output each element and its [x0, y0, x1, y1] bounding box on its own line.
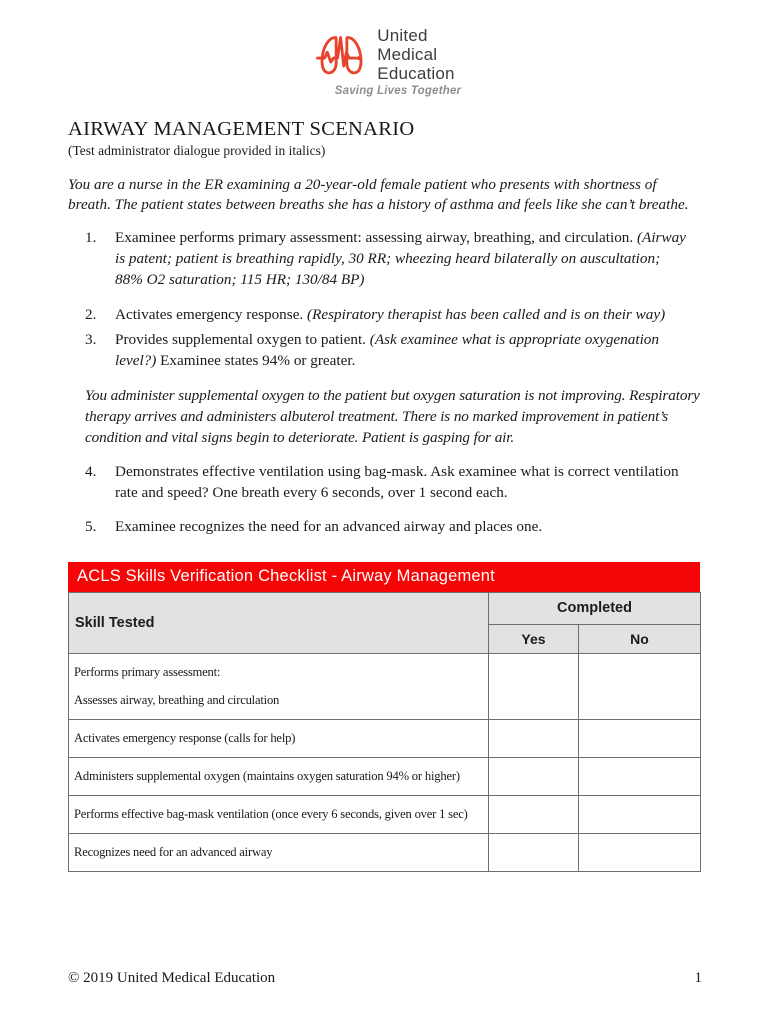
checklist-table [68, 592, 701, 872]
step-item-2 [68, 305, 688, 326]
scenario-intro-paragraph: You are a nurse in the ER examining a 20-year-old female patient who presents with shortness of breath. The patient states between breaths she has a history of asthma and feels like she can’t breathe. [68, 175, 689, 214]
step-number-1: 1. [85, 229, 97, 247]
acls-checklist-section [68, 562, 700, 872]
skill-tested-header: Skill Tested [69, 592, 489, 653]
step-number-4: 4. [85, 463, 97, 481]
table-row [69, 719, 701, 757]
table-row [69, 757, 701, 795]
yes-cell-1 [489, 653, 579, 719]
table-row [69, 653, 701, 719]
no-cell-2 [579, 719, 701, 757]
page-number: 1 [694, 970, 702, 986]
no-cell-4 [579, 795, 701, 833]
skill-cell-1-line-1: Performs primary assessment: [74, 664, 221, 679]
completed-header: Completed [489, 592, 701, 624]
yes-cell-5 [489, 833, 579, 871]
logo-word-3: Education [377, 64, 455, 84]
skill-cell-1-line-2: Assesses airway, breathing and circulation [74, 692, 280, 707]
checklist-banner [68, 562, 700, 592]
logo-word-1: United [377, 26, 428, 45]
skill-cell-1 [69, 653, 489, 719]
step-item-4 [68, 462, 688, 504]
step-item-5 [68, 517, 688, 538]
step-italic-3: (Ask examinee what is appropriate oxygenation level?) [115, 331, 659, 370]
skill-cell-5-line-1: Recognizes need for an advanced airway [74, 844, 273, 859]
skill-cell-4 [69, 795, 489, 833]
yes-cell-2 [489, 719, 579, 757]
table-row [69, 795, 701, 833]
no-cell-1 [579, 653, 701, 719]
step-italic-2: (Respiratory therapist has been called and is on their way) [307, 305, 666, 323]
document-page [0, 26, 768, 1020]
step-text-3: Provides supplemental oxygen to patient. [115, 331, 370, 349]
yes-cell-3 [489, 757, 579, 795]
page-title: AIRWAY MANAGEMENT SCENARIO [68, 117, 415, 140]
step-number-3: 3. [85, 331, 97, 349]
no-cell-3 [579, 757, 701, 795]
yes-cell-4 [489, 795, 579, 833]
step-after-3: Examinee states 94% or greater. [156, 352, 356, 370]
table-row [69, 833, 701, 871]
step-item-1 [68, 228, 688, 290]
step-italic-1: (Airway is patent; patient is breathing rapidly, 30 RR; wheezing heard bilaterally on auscultation; 88% O2 saturation; 115 HR; 130/84 BP) [115, 229, 686, 288]
logo-tagline: Saving Lives Together [334, 84, 462, 97]
skill-cell-3 [69, 757, 489, 795]
skill-cell-2 [69, 719, 489, 757]
skill-cell-5 [69, 833, 489, 871]
skill-cell-4-line-1: Performs effective bag-mask ventilation (once every 6 seconds, given over 1 sec) [74, 806, 468, 821]
step-number-5: 5. [85, 517, 97, 535]
step-number-2: 2. [85, 305, 97, 323]
united-medical-education-logo [68, 26, 700, 97]
page-subtitle: (Test administrator dialogue provided in italics) [68, 142, 326, 158]
skill-cell-3-line-1: Administers supplemental oxygen (maintains oxygen saturation 94% or higher) [74, 768, 460, 783]
step-text-5: Examinee recognizes the need for an advanced airway and places one. [115, 517, 543, 535]
yes-header: Yes [489, 624, 579, 653]
step-text-4: Demonstrates effective ventilation using bag-mask. Ask examinee what is correct ventilation rate and speed? One breath every 6 seconds, over 1 second each. [115, 463, 679, 502]
skill-cell-2-line-1: Activates emergency response (calls for help) [74, 730, 296, 745]
step-text-1: Examinee performs primary assessment: assessing airway, breathing, and circulation. [115, 229, 637, 247]
logo-wordmark [377, 26, 454, 84]
step-text-2: Activates emergency response. [115, 305, 308, 323]
copyright-text: © 2019 United Medical Education [68, 970, 276, 986]
scenario-narration-paragraph: You administer supplemental oxygen to the patient but oxygen saturation is not improving. Respiratory therapy arrives and administers albuterol treatment. There is no marked improvement in patient’s condition and vital signs begin to deteriorate. Patient is gasping for air. [85, 386, 700, 446]
page-footer [68, 970, 702, 987]
lungs-ekg-icon [313, 26, 370, 83]
checklist-banner-title: ACLS Skills Verification Checklist - Airway Management [77, 567, 495, 586]
no-cell-5 [579, 833, 701, 871]
logo-word-2: Medical [377, 45, 438, 65]
no-header: No [579, 624, 701, 653]
step-item-3 [68, 330, 688, 372]
